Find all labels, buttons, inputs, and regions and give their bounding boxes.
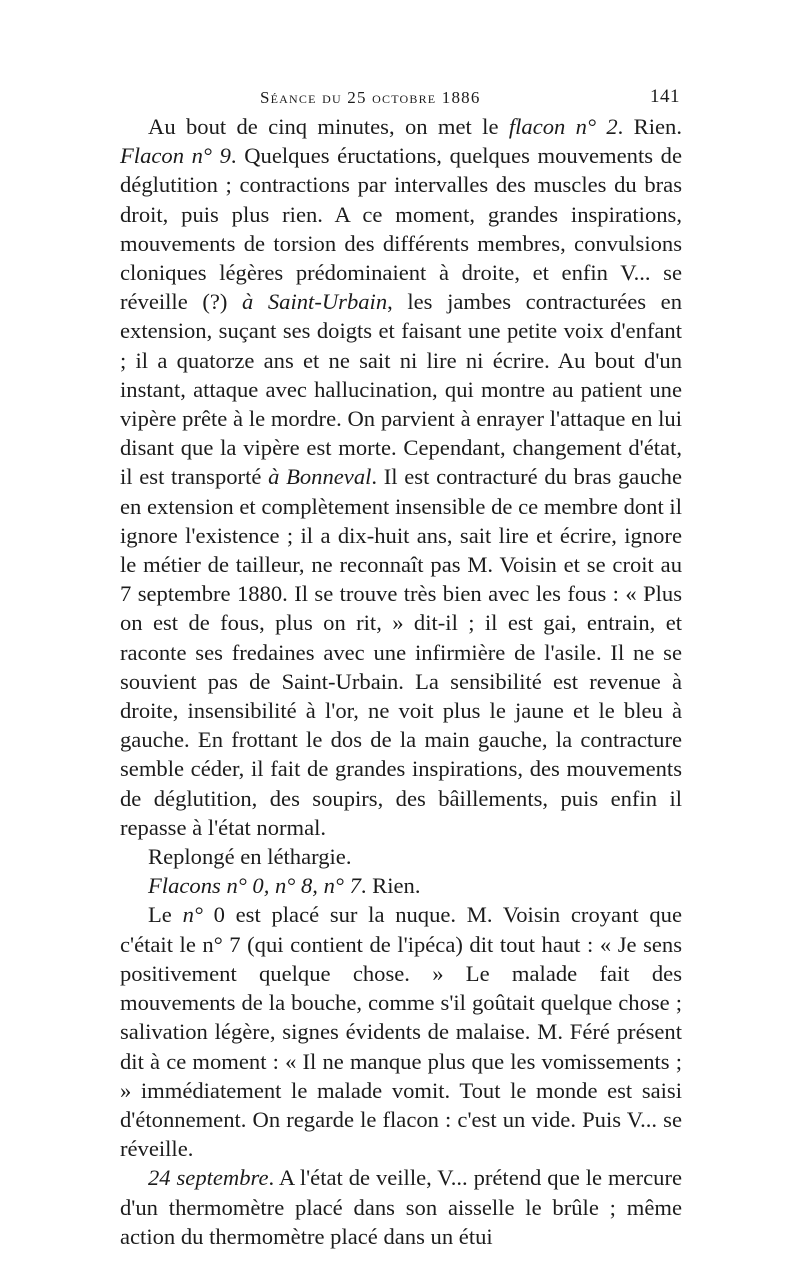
body-text (120, 112, 682, 1251)
italic-text: flacon n° 2 (508, 114, 618, 139)
text-run: , les jambes contracturées en extension, suçant ses doigts et faisant une petite voix d'enfant ; il a quatorze ans et ne sait ni lire ni écrire. Au bout d'un instant, attaque avec hallucination, qui montre au patient une vipère prête à le mordre. On parvient à enrayer l'attaque en lui disant que la vipère est morte. Cependant, changement d'état, il est transporté (120, 289, 682, 490)
book-page (120, 78, 682, 1251)
running-head (120, 78, 682, 112)
text-run: . Rien. (617, 114, 682, 139)
text-run: . Il est contracturé du bras gauche en extension et complètement insensible de ce membre dont il ignore l'existence ; il a dix-huit ans, sait lire et écrire, ignore le métier de tailleur, ne reconnaît pas M. Voisin et se croit au 7 septembre 1880. Il se trouve très bien avec les fous : « Plus on est de fous, plus on rit, » dit-il ; il est gai, entrain, et raconte ses fredaines avec une infirmière de l'asile. Il ne se souvient pas de Saint-Urbain. La sensibilité est revenue à droite, insensibilité à l'or, ne voit plus le jaune et le bleu à gauche. En frottant le dos de la main gauche, la contracture semble céder, il fait de grandes inspirations, des mouvements de déglutition, des soupirs, des bâillements, puis enfin il repasse à l'état normal. (120, 464, 682, 840)
text-run: Replongé en léthargie. (148, 844, 352, 870)
paragraph (120, 900, 682, 1163)
italic-text: Flacons n° 0, n° 8, n° 7 (148, 873, 361, 899)
paragraph (120, 112, 682, 842)
italic-text: Flacon n° 9 (120, 143, 231, 169)
text-run: Au bout de cinq minutes, on met le (148, 114, 509, 139)
paragraph (120, 1163, 682, 1251)
italic-text: 24 septembre (148, 1165, 269, 1191)
page-number: 141 (650, 86, 680, 107)
running-title: Séance du 25 octobre 1886 (260, 88, 481, 107)
text-run: 0 est placé sur la nuque. M. Voisin croyant que c'était le n° 7 (qui contient de l'ipéca) dit tout haut : « Je sens positivement quelque chose. » Le malade fait des mouvements de la bouche, comme s'il goûtait quelque chose ; salivation légère, signes évidents de malaise. M. Féré présent dit à ce moment : « Il ne manque plus que les vomissements ; » immédiatement le malade vomit. Tout le monde est saisi d'étonnement. On regarde le flacon : c'est un vide. Puis V... se réveille. (120, 902, 682, 1162)
paragraph (120, 842, 682, 871)
italic-text: n° (182, 902, 203, 928)
text-run: . Rien. (360, 873, 421, 899)
italic-text: à Saint-Urbain (242, 289, 388, 315)
italic-text: à Bonneval (268, 464, 372, 490)
text-run: Le (148, 902, 183, 928)
text-run: . A l'état de veille, V... prétend que le mercure d'un thermomètre placé dans son aisselle le brûle ; même action du thermomètre placé dans un étui (120, 1165, 682, 1249)
paragraph (120, 871, 682, 900)
text-run: . Quelques éructations, quelques mouvements de déglutition ; contractions par intervalles des muscles du bras droit, puis plus rien. A ce moment, grandes inspirations, mouvements de torsion des différents membres, convulsions cloniques légères prédominaient à droite, et enfin V... se réveille (?) (120, 143, 682, 315)
